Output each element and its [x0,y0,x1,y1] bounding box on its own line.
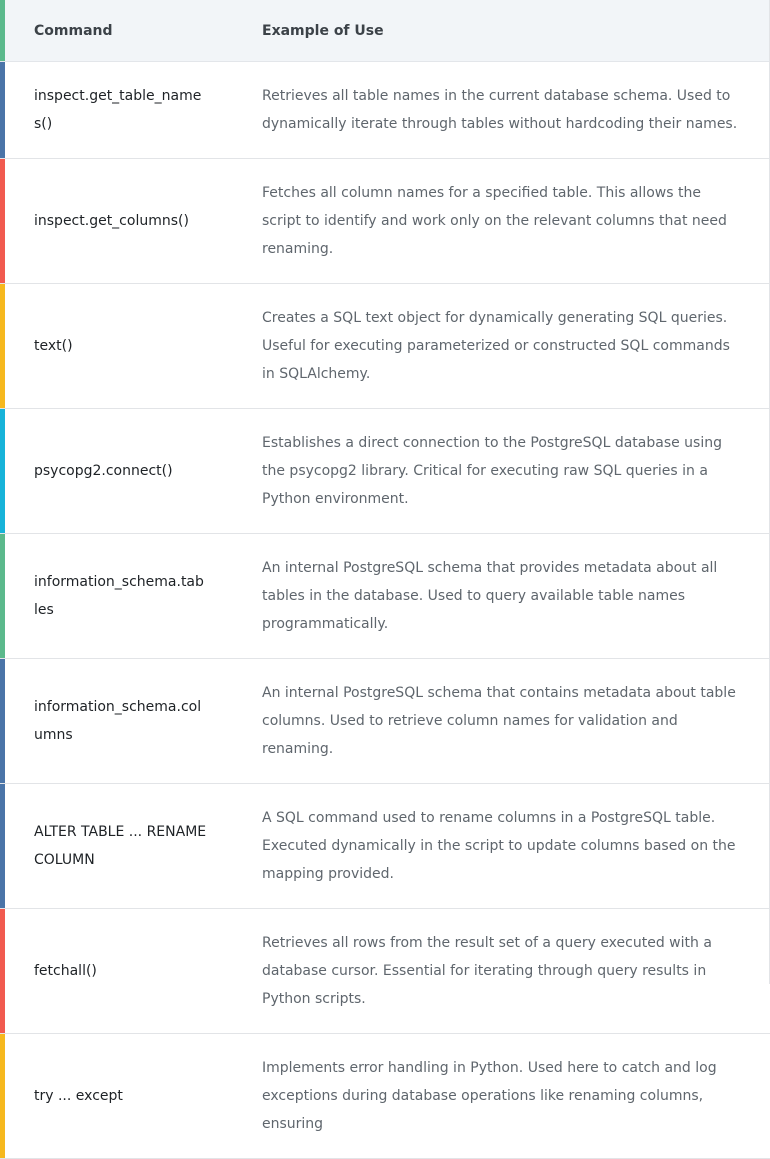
description-text: Creates a SQL text object for dynamically generating SQL queries. Useful for executing parameterized or constructed SQL commands in SQLAlchemy. [262,310,730,382]
table-row [0,159,770,284]
description-text: Retrieves all table names in the current database schema. Used to dynamically iterate through tables without hardcoding their names. [262,88,738,132]
description-cell [255,62,770,159]
row-accent-bar [0,534,5,658]
description-text: An internal PostgreSQL schema that provides metadata about all tables in the database. Used to query available table names programmatically. [262,560,718,632]
description-text: A SQL command used to rename columns in a PostgreSQL table. Executed dynamically in the script to update columns based on the mapping provided. [262,810,736,882]
row-accent-bar [0,62,5,158]
description-text: Retrieves all rows from the result set of a query executed with a database cursor. Essential for iterating through query results in Python scripts. [262,935,712,1007]
command-cell [0,534,255,659]
description-cell [255,159,770,284]
description-cell [255,284,770,409]
description-text: Fetches all column names for a specified table. This allows the script to identify and work only on the relevant columns that need renaming. [262,185,727,257]
header-accent-bar [0,0,5,61]
command-cell [0,62,255,159]
description-cell [255,1034,770,1159]
row-accent-bar [0,159,5,283]
row-accent-bar [0,409,5,533]
command-cell [0,784,255,909]
table-row [0,909,770,1034]
command-text: text() [34,338,73,354]
table-row [0,534,770,659]
command-text: try ... except [34,1088,123,1104]
table-row [0,62,770,159]
command-text: psycopg2.connect() [34,463,173,479]
row-accent-bar [0,909,5,1033]
command-cell [0,659,255,784]
description-cell [255,909,770,1034]
row-accent-bar [0,1034,5,1158]
command-text: ALTER TABLE ... RENAME COLUMN [34,824,207,868]
table-row [0,659,770,784]
description-text: Establishes a direct connection to the PostgreSQL database using the psycopg2 library. Critical for executing raw SQL queries in a Python environment. [262,435,722,507]
command-cell [0,284,255,409]
table-row [0,409,770,534]
table-row [0,284,770,409]
description-cell [255,659,770,784]
description-cell [255,784,770,909]
command-text: inspect.get_columns() [34,213,189,229]
row-accent-bar [0,284,5,408]
command-cell [0,409,255,534]
table-header-row [0,0,770,62]
column-header-example [255,0,770,62]
command-cell [0,159,255,284]
command-text: fetchall() [34,963,97,979]
column-header-example-label: Example of Use [262,22,384,39]
column-header-command [0,0,255,62]
column-header-command-label: Command [34,22,113,39]
command-text: information_schema.tables [34,574,204,618]
table-row [0,1034,770,1159]
description-text: Implements error handling in Python. Used here to catch and log exceptions during database operations like renaming columns, ensuring [262,1060,717,1132]
command-text: information_schema.columns [34,699,202,743]
description-cell [255,534,770,659]
command-cell [0,1034,255,1159]
description-cell [255,409,770,534]
description-text: An internal PostgreSQL schema that contains metadata about table columns. Used to retrieve column names for validation and renaming. [262,685,736,757]
table-row [0,784,770,909]
command-cell [0,909,255,1034]
table-body [0,62,770,1159]
row-accent-bar [0,784,5,908]
command-text: inspect.get_table_names() [34,88,202,132]
row-accent-bar [0,659,5,783]
